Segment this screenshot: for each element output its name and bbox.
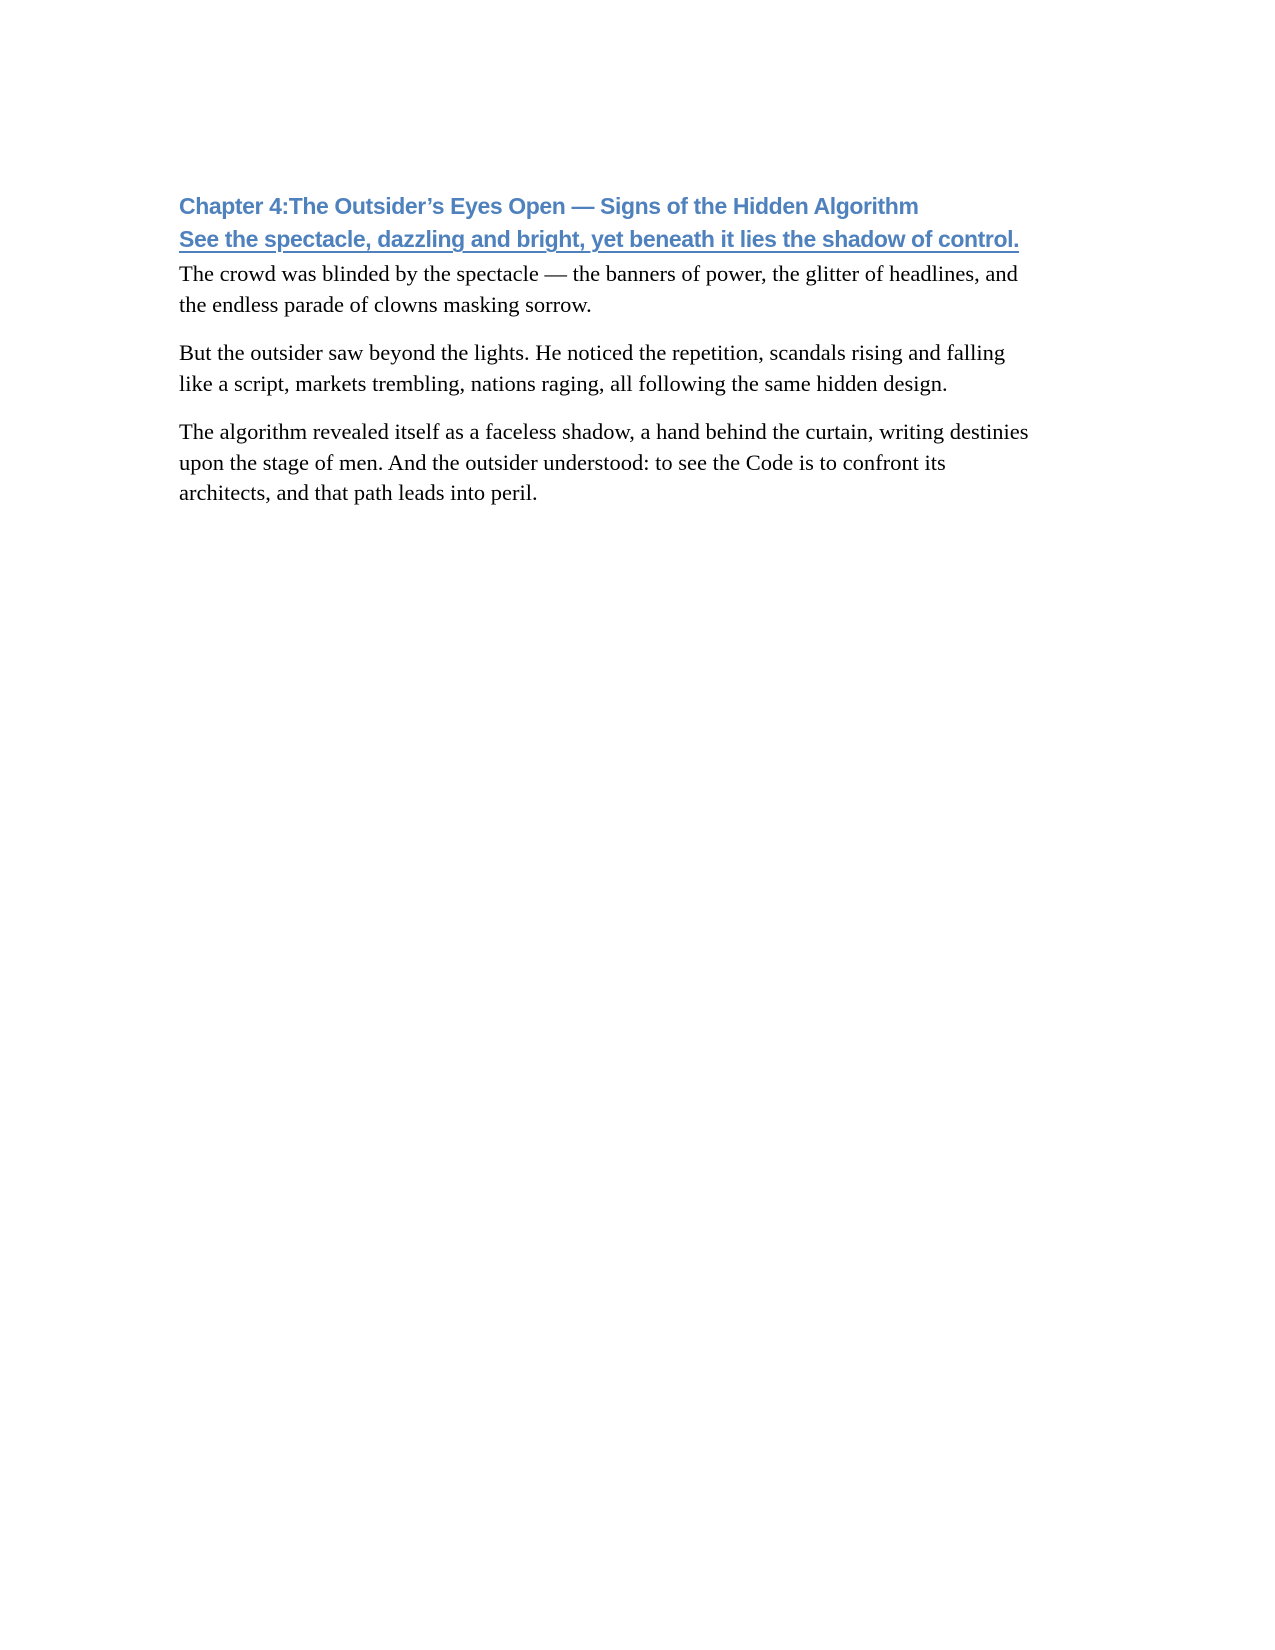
paragraph-3: The algorithm revealed itself as a faceless shadow, a hand behind the curtain, writing destinies upon the stage of men. And the outsider understood: to see the Code is to confront its architects, and that path leads into peril. (179, 419, 1029, 505)
paragraph-2: But the outsider saw beyond the lights. He noticed the repetition, scandals rising and falling like a script, markets trembling, nations raging, all following the same hidden design. (179, 340, 1006, 396)
document-content (179, 190, 1041, 527)
chapter-heading: Chapter 4:The Outsider’s Eyes Open — Signs of the Hidden Algorithm (179, 193, 919, 219)
chapter-subheading: See the spectacle, dazzling and bright, yet beneath it lies the shadow of control. (179, 226, 1020, 252)
paragraph-1: The crowd was blinded by the spectacle — the banners of power, the glitter of headlines, and the endless parade of clowns masking sorrow. (179, 261, 1018, 317)
